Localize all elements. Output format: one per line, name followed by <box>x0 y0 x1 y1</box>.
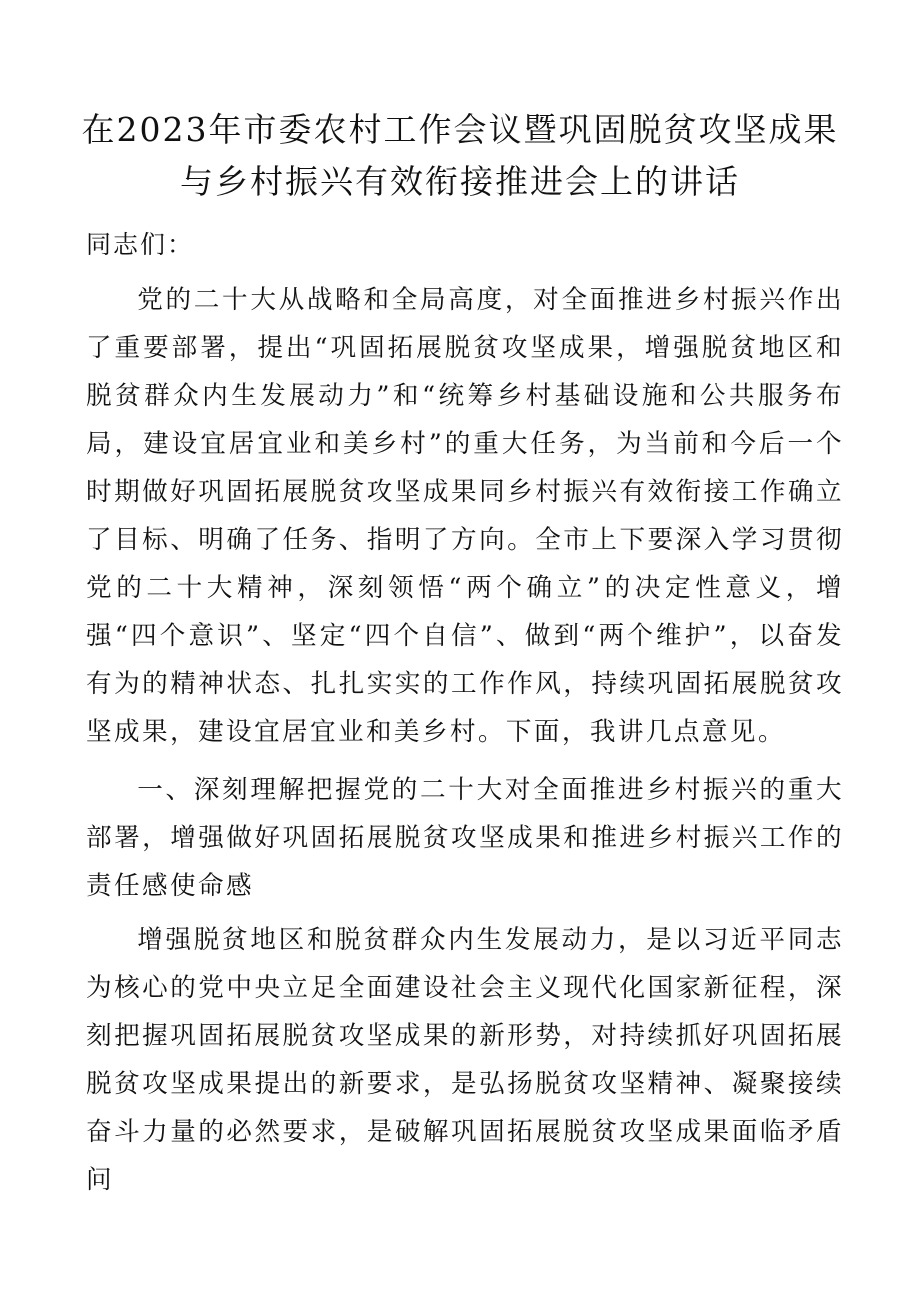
body-paragraph-intro: 党的二十大从战略和全局高度，对全面推进乡村振兴作出了重要部署，提出“巩固拓展脱贫攻坚成果，增强脱贫地区和脱贫群众内生发展动力”和“统筹乡村基础设施和公共服务布局，建设宜居宜业和美乡村”的重大任务，为当前和今后一个时期做好巩固拓展脱贫攻坚成果同乡村振兴有效衔接工作确立了目标、明确了任务、指明了方向。全市上下要深入学习贯彻党的二十大精神，深刻领悟“两个确立”的决定性意义，增强“四个意识”、坚定“四个自信”、做到“两个维护”，以奋发有为的精神状态、扎扎实实的工作作风，持续巩固拓展脱贫攻坚成果，建设宜居宜业和美乡村。下面，我讲几点意见。 <box>86 285 844 747</box>
section-heading-one: 一、深刻理解把握党的二十大对全面推进乡村振兴的重大部署，增强做好巩固拓展脱贫攻坚成果和推进乡村振兴工作的责任感使命感 <box>86 775 844 901</box>
body-paragraph-section-one: 增强脱贫地区和脱贫群众内生发展动力，是以习近平同志为核心的党中央立足全面建设社会主义现代化国家新征程，深刻把握巩固拓展脱贫攻坚成果的新形势，对持续抓好巩固拓展脱贫攻坚成果提出的新要求，是弘扬脱贫攻坚精神、凝聚接续奋斗力量的必然要求，是破解巩固拓展脱贫攻坚成果面临矛盾问 <box>86 925 844 1195</box>
greeting: 同志们： <box>86 230 195 259</box>
document-title-line-2: 与乡村振兴有效衔接推进会上的讲话 <box>180 162 740 201</box>
document-title-line-1: 在2023年市委农村工作会议暨巩固脱贫攻坚成果 <box>81 110 839 149</box>
